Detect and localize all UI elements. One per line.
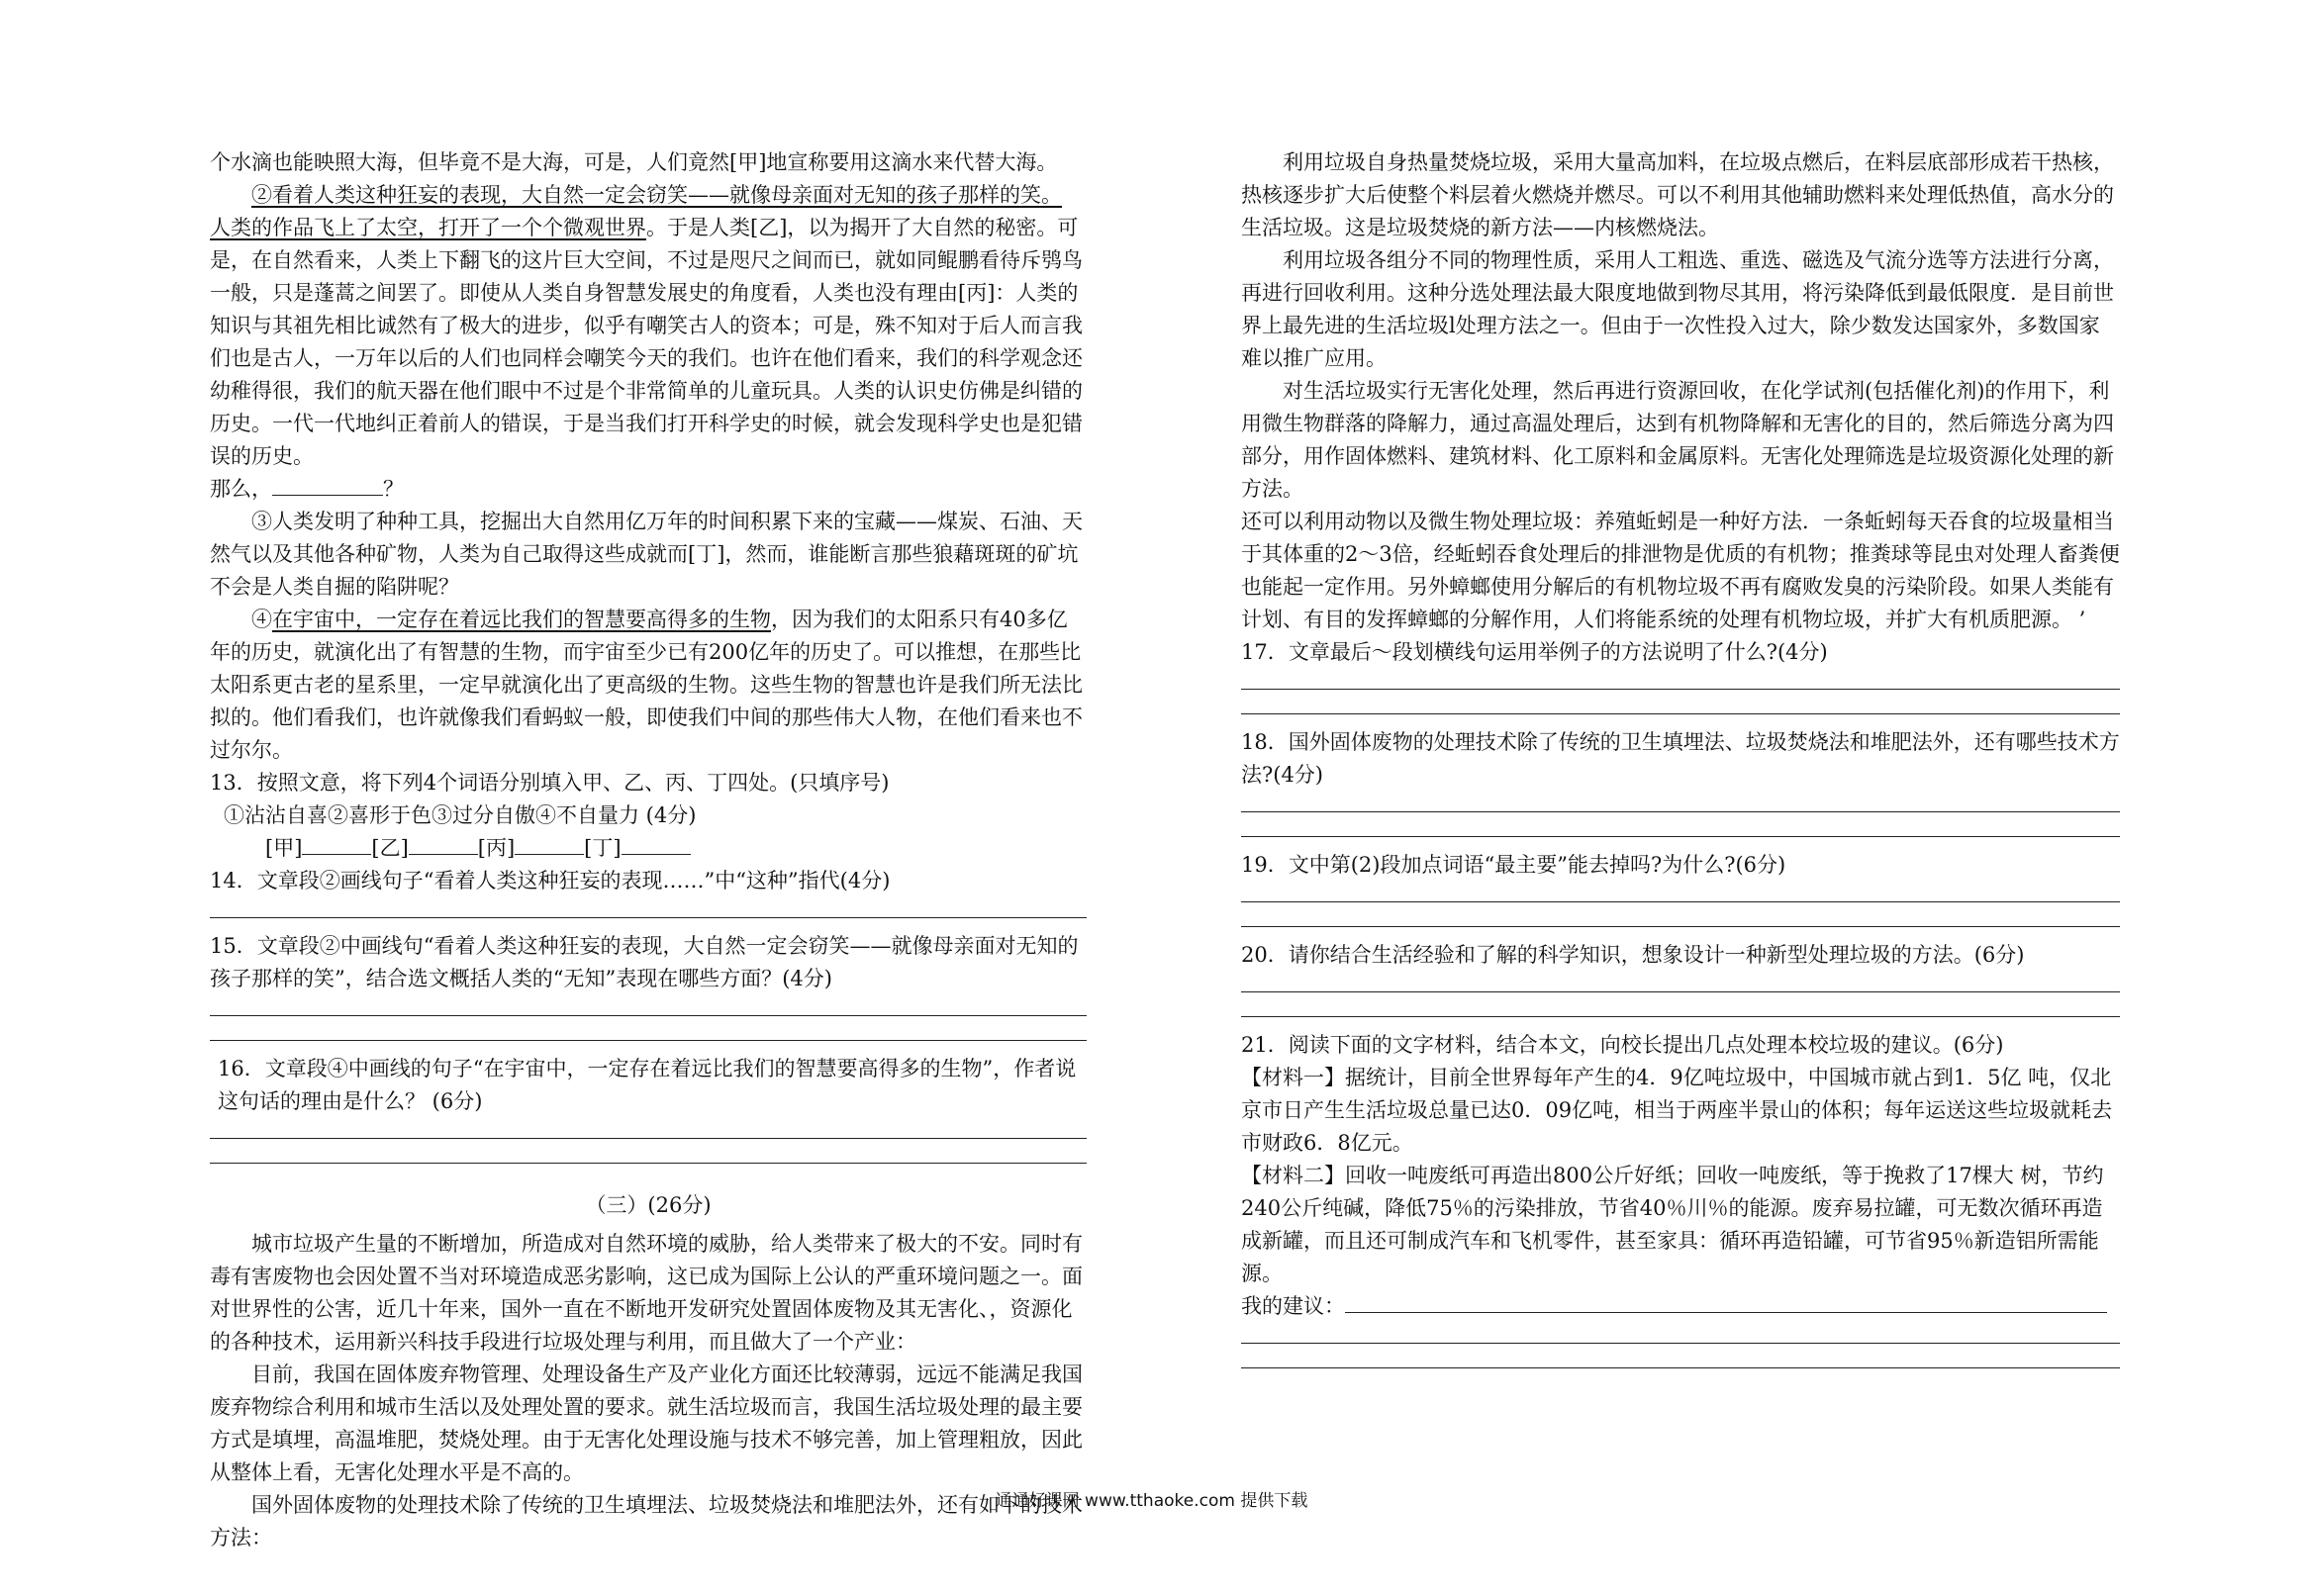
- answer-line[interactable]: [210, 1040, 1087, 1041]
- answer-line[interactable]: [1241, 689, 2120, 690]
- answer-line[interactable]: [1241, 926, 2120, 927]
- passage-p1: 个水滴也能映照大海，但毕竟不是大海，可是，人们竟然[甲]地宣称要用这滴水来代替大海。: [210, 150, 1058, 174]
- suggestion-row: 我的建议：: [1241, 1290, 2120, 1323]
- question-21: 21．阅读下面的文字材料，结合本文，向校长提出几点处理本校垃圾的建议。(6分): [1241, 1033, 2004, 1057]
- question-13-blanks: [甲] [乙] [丙] [丁]: [210, 832, 1087, 865]
- left-column: [210, 146, 1087, 1554]
- section-3-p2: 目前，我国在固体废弃物管理、处理设备生产及产业化方面还比较薄弱，远远不能满足我国废弃物综合利用和城市生活以及处理处置的要求。就生活垃圾而言，我国生活垃圾处理的最主要方式是填埋，高温堆肥，焚烧处理。由于无害化处理设施与技术不够完善，加上管理粗放，因此从整体上看，无害化处理水平是不高的。: [210, 1362, 1083, 1484]
- answer-line[interactable]: [1241, 991, 2120, 992]
- section-3-p1: 城市垃圾产生量的不断增加，所造成对自然环境的威胁，给人类带来了极大的不安。同时有毒有害废物也会因处置不当对环境造成恶劣影响，这已成为国际上公认的严重环境问题之一。面对世界性的公害，近几十年来，国外一直在不断地开发研究处置固体废物及其无害化、，资源化的各种技术，运用新兴科技手段进行垃圾处理与利用，而且做大了一个产业：: [210, 1232, 1083, 1354]
- question-18: 18．国外固体废物的处理技术除了传统的卫生填埋法、垃圾焚烧法和堆肥法外，还有哪些技术方法?(4分): [1241, 730, 2120, 787]
- answer-line[interactable]: [1241, 811, 2120, 812]
- blank-ding[interactable]: [622, 832, 691, 855]
- blank-yi[interactable]: [409, 832, 478, 855]
- answer-line[interactable]: [1241, 836, 2120, 837]
- underlined-sentence-2b: 人类的作品飞上了太空，打开了一个个微观世界: [210, 216, 646, 239]
- answer-line[interactable]: [1241, 713, 2120, 714]
- method-4: 还可以利用动物以及微生物处理垃圾：养殖蚯蚓是一种好方法．一条蚯蚓每天吞食的垃圾量相当于其体重的2～3倍，经蚯蚓吞食处理后的排泄物是优质的有机物；推粪球等昆虫对处理人畜粪便也能起一定作用。另外蟑螂使用分解后的有机物垃圾不再有腐败发臭的污染阶段。如果人类能有计划、有目的发挥蟑螂的分解作用，人们将能系统的处理有机物垃圾，并扩大有机质肥源。 ’: [1241, 510, 2120, 631]
- answer-line[interactable]: [1241, 1367, 2120, 1368]
- underlined-sentence-4: 在宇宙中，一定存在着远比我们的智慧要高得多的生物: [272, 608, 771, 631]
- material-2: 【材料二】回收一吨废纸可再造出800公斤好纸；回收一吨废纸，等于挽救了17棵大 树，节约240公斤纯碱，降低75％的污染排放，节省40％川％的能源。废弃易拉罐，可无数次循环再造成新罐，而且还可制成汽车和飞机零件，甚至家具：循环再造铅罐，可节省95％新造铝所需能源。: [1241, 1164, 2104, 1285]
- question-14: 14．文章段②画线句子“看着人类这种狂妄的表现……”中“这种”指代(4分): [210, 869, 891, 892]
- question-15: 15．文章段②中画线句“看着人类这种狂妄的表现，大自然一定会窃笑——就像母亲面对无知的孩子那样的笑”，结合选文概括人类的“无知”表现在哪些方面？(4分): [210, 934, 1079, 990]
- question-19: 19．文中第(2)段加点词语“最主要”能去掉吗?为什么?(6分): [1241, 853, 1786, 877]
- question-20: 20．请你结合生活经验和了解的科学知识，想象设计一种新型处理垃圾的方法。(6分): [1241, 943, 2025, 967]
- passage-then: 那么， ？: [210, 473, 1087, 506]
- passage-p2-text: 。于是人类[乙]，以为揭开了大自然的秘密。可是，在自然看来，人类上下翻飞的这片巨大空间，不过是咫尺之间而已，就如同鲲鹏看待斥鸮鸟一般，只是蓬蒿之间罢了。即使从人类自身智慧发展史的角度看，人类也没有理由[丙]：人类的知识与其祖先相比诚然有了极大的进步，似乎有嘲笑古人的资本；可是，殊不知对于后人而言我们也是古人，一万年以后的人们也同样会嘲笑今天的我们。也许在他们看来，我们的科学观念还幼稚得很，我们的航天器在他们眼中不过是个非常简单的儿童玩具。人类的认识史仿佛是纠错的历史。一代一代地纠正着前人的错误，于是当我们打开科学史的时候，就会发现科学史也是犯错误的历史。: [210, 216, 1083, 468]
- answer-line[interactable]: [1241, 901, 2120, 902]
- question-13-options: ①沾沾自喜②喜形于色③过分自傲④不自量力 (4分): [224, 803, 697, 827]
- answer-line[interactable]: [1241, 1016, 2120, 1017]
- method-3: 对生活垃圾实行无害化处理，然后再进行资源回收，在化学试剂(包括催化剂)的作用下，利用微生物群落的降解力，通过高温处理后，达到有机物降解和无害化的目的，然后筛选分离为四部分，用作固体燃料、建筑材料、化工原料和金属原料。无害化处理筛选是垃圾资源化处理的新方法。: [1241, 379, 2114, 501]
- section-3-p3: 国外固体废物的处理技术除了传统的卫生填埋法、垃圾焚烧法和堆肥法外，还有如下的技术方法：: [210, 1493, 1083, 1549]
- answer-blank[interactable]: [272, 473, 383, 496]
- answer-line[interactable]: [210, 917, 1087, 918]
- passage-p3: ③人类发明了种种工具，挖掘出大自然用亿万年的时间积累下来的宝藏——煤炭、石油、天然气以及其他各种矿物，人类为自己取得这些成就而[丁]，然而，谁能断言那些狼藉斑斑的矿坑不会是人类自掘的陷阱呢？: [210, 510, 1083, 599]
- underlined-sentence-2: ②看着人类这种狂妄的表现，大自然一定会窃笑——就像母亲面对无知的孩子那样的笑。: [251, 183, 1062, 207]
- question-16: 16．文章段④中画线的句子“在宇宙中，一定存在着远比我们的智慧要高得多的生物”，作者说这句话的理由是什么？ (6分): [218, 1057, 1077, 1113]
- right-column: [1241, 146, 2120, 1368]
- answer-line[interactable]: [1241, 1343, 2120, 1344]
- page-footer: 通通好课网 www.tthaoke.com 提供下载: [995, 1491, 1308, 1511]
- passage-p4: ④在宇宙中，一定存在着远比我们的智慧要高得多的生物，因为我们的太阳系只有40多亿年的历史，就演化出了有智慧的生物，而宇宙至少已有200亿年的历史了。可以推想，在那些比太阳系更古老的星系里，一定早就演化出了更高级的生物。这些生物的智慧也许是我们所无法比拟的。他们看我们，也许就像我们看蚂蚁一般，即使我们中间的那些伟大人物，在他们看来也不过尔尔。: [210, 608, 1083, 762]
- passage-p2: [210, 179, 1087, 473]
- answer-line[interactable]: [210, 1015, 1087, 1016]
- question-17: 17．文章最后～段划横线句运用举例子的方法说明了什么?(4分): [1241, 640, 1828, 664]
- suggestion-line[interactable]: [1345, 1290, 2107, 1313]
- question-13: 13．按照文意，将下列4个词语分别填入甲、乙、丙、丁四处。(只填序号): [210, 771, 890, 795]
- method-2: 利用垃圾各组分不同的物理性质，采用人工粗选、重选、磁选及气流分选等方法进行分离，再进行回收利用。这种分选处理法最大限度地做到物尽其用，将污染降低到最低限度．是目前世界上最先进的生活垃圾l处理方法之一。但由于一次性投入过大，除少数发达国家外，多数国家难以推广应用。: [1241, 248, 2114, 370]
- section-3-title: （三）(26分): [585, 1193, 712, 1217]
- answer-line[interactable]: [210, 1138, 1087, 1139]
- method-1: 利用垃圾自身热量焚烧垃圾，采用大量高加料，在垃圾点燃后，在料层底部形成若干热核，热核逐步扩大后使整个料层着火燃烧并燃尽。可以不利用其他辅助燃料来处理低热值，高水分的生活垃圾。这是垃圾焚烧的新方法——内核燃烧法。: [1241, 150, 2114, 239]
- answer-line[interactable]: [210, 1163, 1087, 1164]
- blank-bing[interactable]: [515, 832, 584, 855]
- blank-jia[interactable]: [302, 832, 371, 855]
- material-1: 【材料一】据统计，目前全世界每年产生的4．9亿吨垃圾中，中国城市就占到1．5亿 吨，仅北京市日产生生活垃圾总量已达0．09亿吨，相当于两座半景山的体积；每年运送这些垃圾就耗去市财政6．8亿元。: [1241, 1066, 2113, 1155]
